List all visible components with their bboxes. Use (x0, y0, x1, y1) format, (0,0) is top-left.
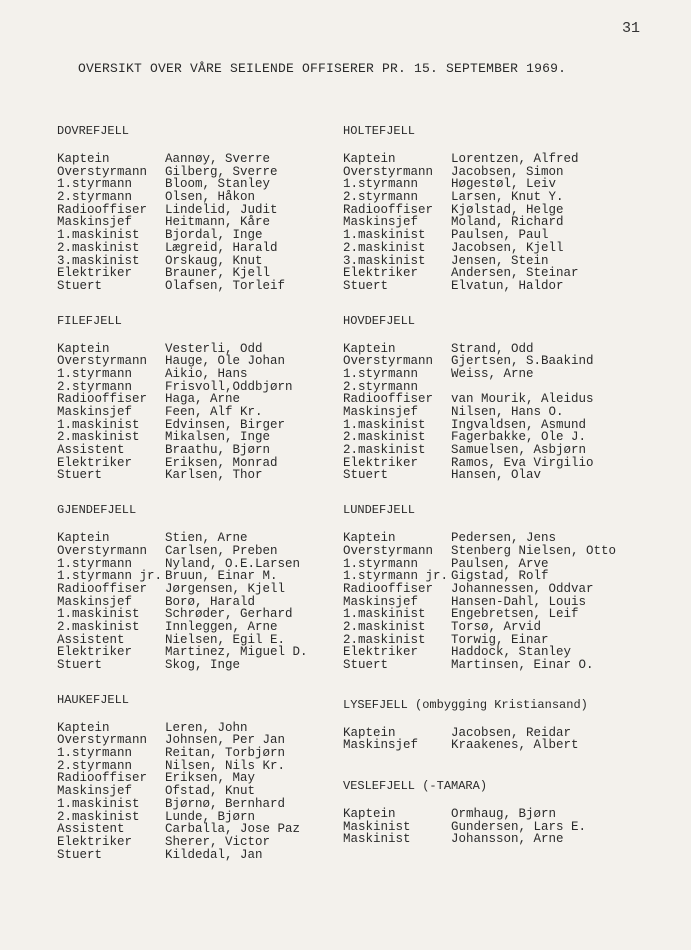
crew-role: 1.styrmann (343, 556, 419, 571)
crew-name: Sherer, Victor (165, 834, 271, 849)
crew-role: 1.styrmann (57, 177, 133, 192)
crew-role: 2.styrmann (57, 190, 133, 205)
crew-row (57, 798, 387, 811)
crew-name: Vesterli, Odd (165, 341, 263, 356)
crew-row (343, 739, 673, 752)
crew-name: Karlsen, Thor (165, 468, 263, 483)
crew-role: 1.maskinist (57, 607, 140, 622)
crew-role: 1.maskinist (57, 228, 140, 243)
crew-role: Elektriker (343, 645, 419, 660)
crew-role: 1.maskinist (343, 607, 426, 622)
crew-row (57, 747, 387, 760)
crew-row (343, 368, 673, 381)
crew-name: Samuelsen, Asbjørn (451, 443, 587, 458)
crew-name: Lægreid, Harald (165, 240, 278, 255)
crew-row (57, 368, 387, 381)
crew-role: Kaptein (343, 807, 396, 822)
crew-role: Radiooffiser (343, 202, 434, 217)
crew-role: Radiooffiser (57, 771, 148, 786)
crew-role: Kaptein (343, 152, 396, 166)
crew-name: Torsø, Arvid (451, 619, 542, 634)
crew-row (57, 153, 387, 166)
crew-role: Assistent (57, 632, 125, 647)
crew-name: Pedersen, Jens (451, 531, 557, 546)
crew-row (343, 280, 673, 293)
crew-row (57, 242, 387, 255)
crew-name: Orskaug, Knut (165, 253, 263, 268)
crew-role: 1.styrmann (57, 746, 133, 761)
crew-row (57, 836, 387, 849)
crew-role: Stuert (343, 468, 389, 483)
crew-name: Lorentzen, Alfred (451, 152, 579, 166)
crew-name: Aikio, Hans (165, 366, 248, 381)
crew-name: Hansen-Dahl, Louis (451, 594, 587, 609)
crew-name: Innleggen, Arne (165, 619, 278, 634)
crew-name: Gilberg, Sverre (165, 164, 278, 179)
crew-name: Andersen, Steinar (451, 266, 579, 281)
crew-role: Overstyrmann (343, 543, 434, 558)
crew-name: Braathu, Bjørn (165, 443, 271, 458)
crew-row (343, 444, 673, 457)
crew-name: Leren, John (165, 720, 248, 735)
crew-role: Overstyrmann (57, 164, 148, 179)
crew-row (343, 833, 673, 846)
crew-name: Stenberg Nielsen, Otto (451, 543, 617, 558)
crew-role: Maskinsjef (343, 738, 419, 753)
crew-role: Maskinist (343, 832, 411, 847)
crew-role: Radiooffiser (57, 202, 148, 217)
crew-name: Paulsen, Arve (451, 556, 549, 571)
crew-role: Maskinsjef (343, 215, 419, 230)
crew-role: Maskinsjef (57, 594, 133, 609)
crew-name: Kraakenes, Albert (451, 738, 579, 753)
crew-row (57, 545, 387, 558)
ship-name: GJENDEFJELL (57, 503, 137, 518)
crew-name: Heitmann, Kåre (165, 215, 271, 230)
crew-role: Maskinist (343, 819, 411, 834)
crew-role: Maskinsjef (57, 784, 133, 799)
crew-row (343, 659, 673, 672)
crew-name: Olafsen, Torleif (165, 278, 286, 293)
crew-role: Overstyrmann (343, 354, 434, 369)
crew-row (343, 153, 673, 166)
crew-name: Fagerbakke, Ole J. (451, 430, 587, 445)
crew-row (343, 469, 673, 482)
crew-name: Haga, Arne (165, 392, 241, 407)
crew-row (343, 808, 673, 821)
crew-row (57, 785, 387, 798)
right-column (343, 124, 673, 846)
crew-role: 1.styrmann jr. (57, 569, 163, 584)
crew-name: Nyland, O.E.Larsen (165, 556, 301, 571)
crew-name: Lindelid, Judit (165, 202, 278, 217)
page-number: 31 (622, 20, 641, 37)
crew-row (57, 267, 387, 280)
crew-role: 1.styrmann (343, 177, 419, 192)
crew-role: Maskinsjef (343, 405, 419, 419)
crew-role: 1.maskinist (343, 417, 426, 432)
crew-name: Martinsen, Einar O. (451, 658, 594, 672)
crew-row (343, 621, 673, 634)
crew-role: Overstyrmann (57, 354, 148, 369)
crew-role: Kaptein (57, 531, 110, 546)
crew-role: 2.styrmann (57, 758, 133, 773)
left-column (57, 124, 387, 861)
crew-role: 1.styrmann (57, 556, 133, 571)
crew-name: Hauge, Ole Johan (165, 354, 286, 369)
crew-role: Kaptein (343, 531, 396, 546)
crew-name: Aannøy, Sverre (165, 152, 271, 166)
crew-name: Bjordal, Inge (165, 228, 263, 243)
crew-name: Brauner, Kjell (165, 266, 271, 281)
crew-name: Gigstad, Rolf (451, 569, 549, 584)
crew-role: Radiooffiser (343, 392, 434, 407)
crew-role: Elektriker (57, 834, 133, 849)
crew-role: Kaptein (57, 341, 110, 356)
page-title: OVERSIKT OVER VÅRE SEILENDE OFFISERER PR. 15. SEPTEMBER 1969. (78, 61, 567, 76)
crew-row (57, 229, 387, 242)
crew-role: Kaptein (57, 152, 110, 166)
crew-name: Jørgensen, Kjell (165, 581, 286, 596)
crew-row (57, 570, 387, 583)
crew-name: Ormhaug, Bjørn (451, 807, 557, 822)
crew-role: 2.maskinist (57, 430, 140, 445)
crew-row (343, 532, 673, 545)
crew-role: Overstyrmann (343, 164, 434, 179)
crew-name: Borø, Harald (165, 594, 256, 609)
crew-role: Assistent (57, 443, 125, 458)
crew-name: Johnsen, Per Jan (165, 733, 286, 748)
crew-role: Elektriker (57, 645, 133, 660)
crew-name: Stien, Arne (165, 531, 248, 546)
crew-role: 2.styrmann (343, 379, 419, 394)
ship-section (343, 503, 673, 672)
ship-name: HAUKEFJELL (57, 692, 130, 707)
crew-role: 1.maskinist (57, 417, 140, 432)
ship-name: HOLTEFJELL (343, 124, 416, 138)
crew-role: 1.styrmann (57, 366, 133, 381)
crew-role: 1.maskinist (343, 228, 426, 243)
crew-role: Elektriker (343, 266, 419, 281)
crew-name: Jacobsen, Kjell (451, 240, 564, 255)
crew-name: Eriksen, Monrad (165, 455, 278, 470)
crew-role: 2.maskinist (57, 809, 140, 824)
crew-role: Elektriker (343, 455, 419, 470)
crew-name: Carballa, Jose Paz (165, 822, 301, 837)
crew-name: Høgestøl, Leiv (451, 177, 557, 192)
crew-name: Jensen, Stein (451, 253, 549, 268)
crew-name: Bruun, Einar M. (165, 569, 278, 584)
crew-name: Strand, Odd (451, 341, 534, 356)
crew-name: Kjølstad, Helge (451, 202, 564, 217)
ship-section (343, 698, 673, 752)
crew-row (57, 659, 387, 672)
ship-section (343, 124, 673, 293)
crew-role: Stuert (343, 278, 389, 293)
crew-name: Gundersen, Lars E. (451, 819, 587, 834)
crew-name: Reitan, Torbjørn (165, 746, 286, 761)
crew-name: Torwig, Einar (451, 632, 549, 647)
crew-row (343, 191, 673, 204)
crew-role: 2.maskinist (57, 619, 140, 634)
crew-role: 3.maskinist (343, 253, 426, 268)
crew-role: Kaptein (343, 725, 396, 740)
crew-row (57, 823, 387, 836)
ship-section (57, 314, 387, 483)
crew-row (57, 280, 387, 293)
crew-row (343, 406, 673, 419)
crew-name: Weiss, Arne (451, 366, 534, 381)
crew-name: Hansen, Olav (451, 468, 542, 483)
crew-name: Ingvaldsen, Asmund (451, 417, 587, 432)
crew-name: van Mourik, Aleidus (451, 392, 594, 407)
crew-name: Johansson, Arne (451, 832, 564, 847)
crew-role: Kaptein (57, 720, 110, 735)
crew-name: Martinez, Miguel D. (165, 645, 308, 660)
crew-role: 1.maskinist (57, 796, 140, 811)
crew-name: Lunde, Bjørn (165, 809, 256, 824)
crew-role: Elektriker (57, 266, 133, 281)
crew-role: Radiooffiser (343, 581, 434, 596)
crew-role: 2.styrmann (57, 379, 133, 394)
crew-name: Gjertsen, S.Baakind (451, 354, 594, 369)
crew-role: 1.styrmann (343, 366, 419, 381)
crew-name: Jacobsen, Reidar (451, 725, 572, 740)
crew-name: Haddock, Stanley (451, 645, 572, 660)
ship-name: LUNDEFJELL (343, 503, 416, 518)
crew-row (57, 444, 387, 457)
crew-role: 2.maskinist (343, 443, 426, 458)
ship-section (343, 314, 673, 483)
crew-row (57, 849, 387, 862)
crew-row (57, 583, 387, 596)
crew-name: Nielsen, Egil E. (165, 632, 286, 647)
crew-name: Kildedal, Jan (165, 847, 263, 862)
crew-role: Radiooffiser (57, 581, 148, 596)
crew-row (57, 191, 387, 204)
ship-section (343, 779, 673, 846)
crew-name: Frisvoll,Oddbjørn (165, 379, 293, 394)
crew-name: Olsen, Håkon (165, 190, 256, 205)
crew-row (57, 406, 387, 419)
crew-role: Maskinsjef (57, 215, 133, 230)
crew-row (343, 242, 673, 255)
crew-name: Johannessen, Oddvar (451, 581, 594, 596)
crew-role: Radiooffiser (57, 392, 148, 407)
crew-role: 2.maskinist (343, 430, 426, 445)
ship-section (57, 503, 387, 672)
crew-name: Carlsen, Preben (165, 543, 278, 558)
crew-row (57, 621, 387, 634)
crew-name: Edvinsen, Birger (165, 417, 286, 432)
crew-name: Bloom, Stanley (165, 177, 271, 192)
ship-name: LYSEFJELL (ombygging Kristiansand) (343, 697, 588, 712)
crew-role: Maskinsjef (57, 405, 133, 419)
crew-name: Moland, Richard (451, 215, 564, 230)
crew-name: Paulsen, Paul (451, 228, 549, 243)
crew-role: Overstyrmann (57, 543, 148, 558)
crew-row (57, 469, 387, 482)
ship-section (57, 124, 387, 293)
crew-row (343, 545, 673, 558)
crew-row (343, 229, 673, 242)
crew-role: 2.styrmann (343, 190, 419, 205)
crew-row (57, 532, 387, 545)
crew-role: 2.maskinist (57, 240, 140, 255)
crew-role: 1.styrmann jr. (343, 569, 449, 584)
crew-name: Larsen, Knut Y. (451, 190, 564, 205)
crew-role: Stuert (57, 658, 103, 672)
crew-name: Bjørnø, Bernhard (165, 796, 286, 811)
crew-role: Stuert (57, 847, 103, 862)
crew-role: Kaptein (343, 341, 396, 356)
crew-name: Ramos, Eva Virgilio (451, 455, 594, 470)
crew-role: Maskinsjef (343, 594, 419, 609)
crew-row (343, 267, 673, 280)
crew-name: Mikalsen, Inge (165, 430, 271, 445)
crew-role: 2.maskinist (343, 619, 426, 634)
ship-name: VESLEFJELL (-TAMARA) (343, 779, 488, 794)
crew-row (343, 570, 673, 583)
crew-role: Elektriker (57, 455, 133, 470)
crew-name: Ofstad, Knut (165, 784, 256, 799)
crew-name: Skog, Inge (165, 658, 241, 672)
crew-name: Eriksen, May (165, 771, 256, 786)
crew-name: Nilsen, Hans O. (451, 405, 564, 419)
crew-name: Feen, Alf Kr. (165, 405, 263, 419)
crew-role: Stuert (343, 658, 389, 672)
crew-name: Schrøder, Gerhard (165, 607, 293, 622)
ship-name: DOVREFJELL (57, 124, 130, 138)
crew-role: Assistent (57, 822, 125, 837)
ship-name: FILEFJELL (57, 313, 122, 328)
crew-name: Engebretsen, Leif (451, 607, 579, 622)
crew-role: Overstyrmann (57, 733, 148, 748)
crew-role: Stuert (57, 278, 103, 293)
crew-role: 3.maskinist (57, 253, 140, 268)
crew-role: Stuert (57, 468, 103, 483)
crew-role: 2.maskinist (343, 632, 426, 647)
crew-name: Elvatun, Haldor (451, 278, 564, 293)
crew-role: 2.maskinist (343, 240, 426, 255)
crew-row (343, 583, 673, 596)
ship-name: HOVDEFJELL (343, 313, 416, 328)
crew-name: Nilsen, Nils Kr. (165, 758, 286, 773)
crew-name: Jacobsen, Simon (451, 164, 564, 179)
ship-section (57, 693, 387, 862)
